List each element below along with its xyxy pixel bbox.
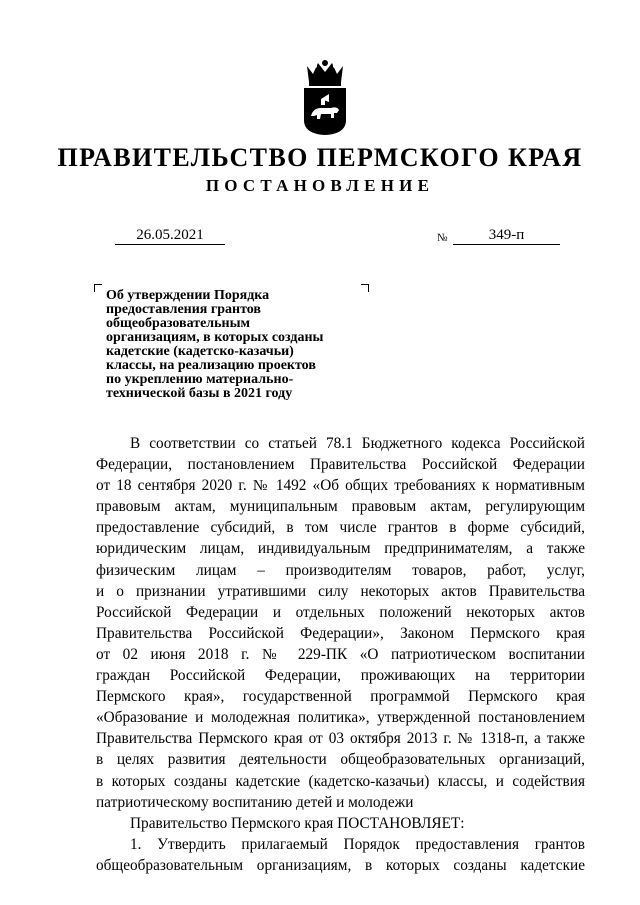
subject-line: Об утверждении Порядка [106, 288, 270, 303]
document-number: 349-п [453, 226, 560, 245]
subject-line: технической базы в 2021 году [106, 386, 293, 401]
document-type: ПОСТАНОВЛЕНИЕ [205, 176, 435, 195]
body-line: в которых созданы кадетские (кадетско-казачьи) классы, и содействия [96, 772, 585, 790]
body-line: общеобразовательным организациям, в которых созданы кадетские [96, 856, 585, 874]
body-line: патриотическому воспитанию детей и молодежи [96, 793, 414, 811]
body-line: «Образование и молодежная политика», утвержденной постановлением [96, 709, 585, 727]
body-line: от 02 июня 2018 г. № 229-ПК «О патриотическом воспитании [96, 645, 585, 663]
body-line: в целях развития деятельности общеобразовательных организаций, [96, 751, 585, 769]
number-sign: № [437, 232, 448, 244]
subject-line: предоставления грантов [106, 302, 261, 317]
body-line: Российской Федерации и отдельных положений некоторых актов [96, 603, 585, 621]
body-line: юридическим лицам, индивидуальным предпринимателям, а также [96, 540, 585, 558]
body-line: Правительство Пермского края ПОСТАНОВЛЯЕТ: [130, 814, 465, 832]
government-title: ПРАВИТЕЛЬСТВО ПЕРМСКОГО КРАЯ [57, 143, 583, 172]
body-line: правовым актам, муниципальным правовым актам, регулирующим [96, 498, 585, 516]
subject-line: кадетские (кадетско-казачьи) [106, 344, 294, 359]
subject-bracket-right [361, 284, 369, 292]
body-line: предоставление субсидий, в том числе грантов в форме субсидий, [96, 519, 585, 537]
perm-krai-coat-of-arms-icon [301, 58, 349, 136]
body-line: Пермского края», государственной программой Пермского края [96, 688, 585, 706]
subject-bracket-left [94, 284, 102, 292]
body-line: Правительства Пермского края от 03 октября 2013 г. № 1318-п, а также [96, 730, 585, 748]
body-line: от 18 сентября 2020 г. № 1492 «Об общих требованиях к нормативным [96, 477, 585, 495]
body-line: 1. Утвердить прилагаемый Порядок предоставления грантов [130, 835, 585, 853]
body-line: граждан Российской Федерации, проживающих на территории [96, 667, 585, 685]
body-line: Федерации, постановлением Правительства Российской Федерации [96, 456, 585, 474]
subject-line: общеобразовательным [106, 316, 251, 331]
document-date: 26.05.2021 [115, 226, 225, 245]
body-line: Правительства Российской Федерации», Законом Пермского края [96, 624, 585, 642]
body-line: и о признании утратившими силу некоторых актов Правительства [96, 582, 585, 600]
document-body [96, 433, 585, 876]
subject-line: организациям, в которых созданы [106, 330, 324, 345]
subject-line: классы, на реализацию проектов [106, 358, 316, 373]
body-line: В соответствии со статьей 78.1 Бюджетного кодекса Российской [130, 435, 585, 452]
document-subject [106, 289, 356, 401]
body-line: физическим лицам – производителям товаров, работ, услуг, [96, 561, 585, 579]
subject-line: по укреплению материально- [106, 372, 294, 387]
